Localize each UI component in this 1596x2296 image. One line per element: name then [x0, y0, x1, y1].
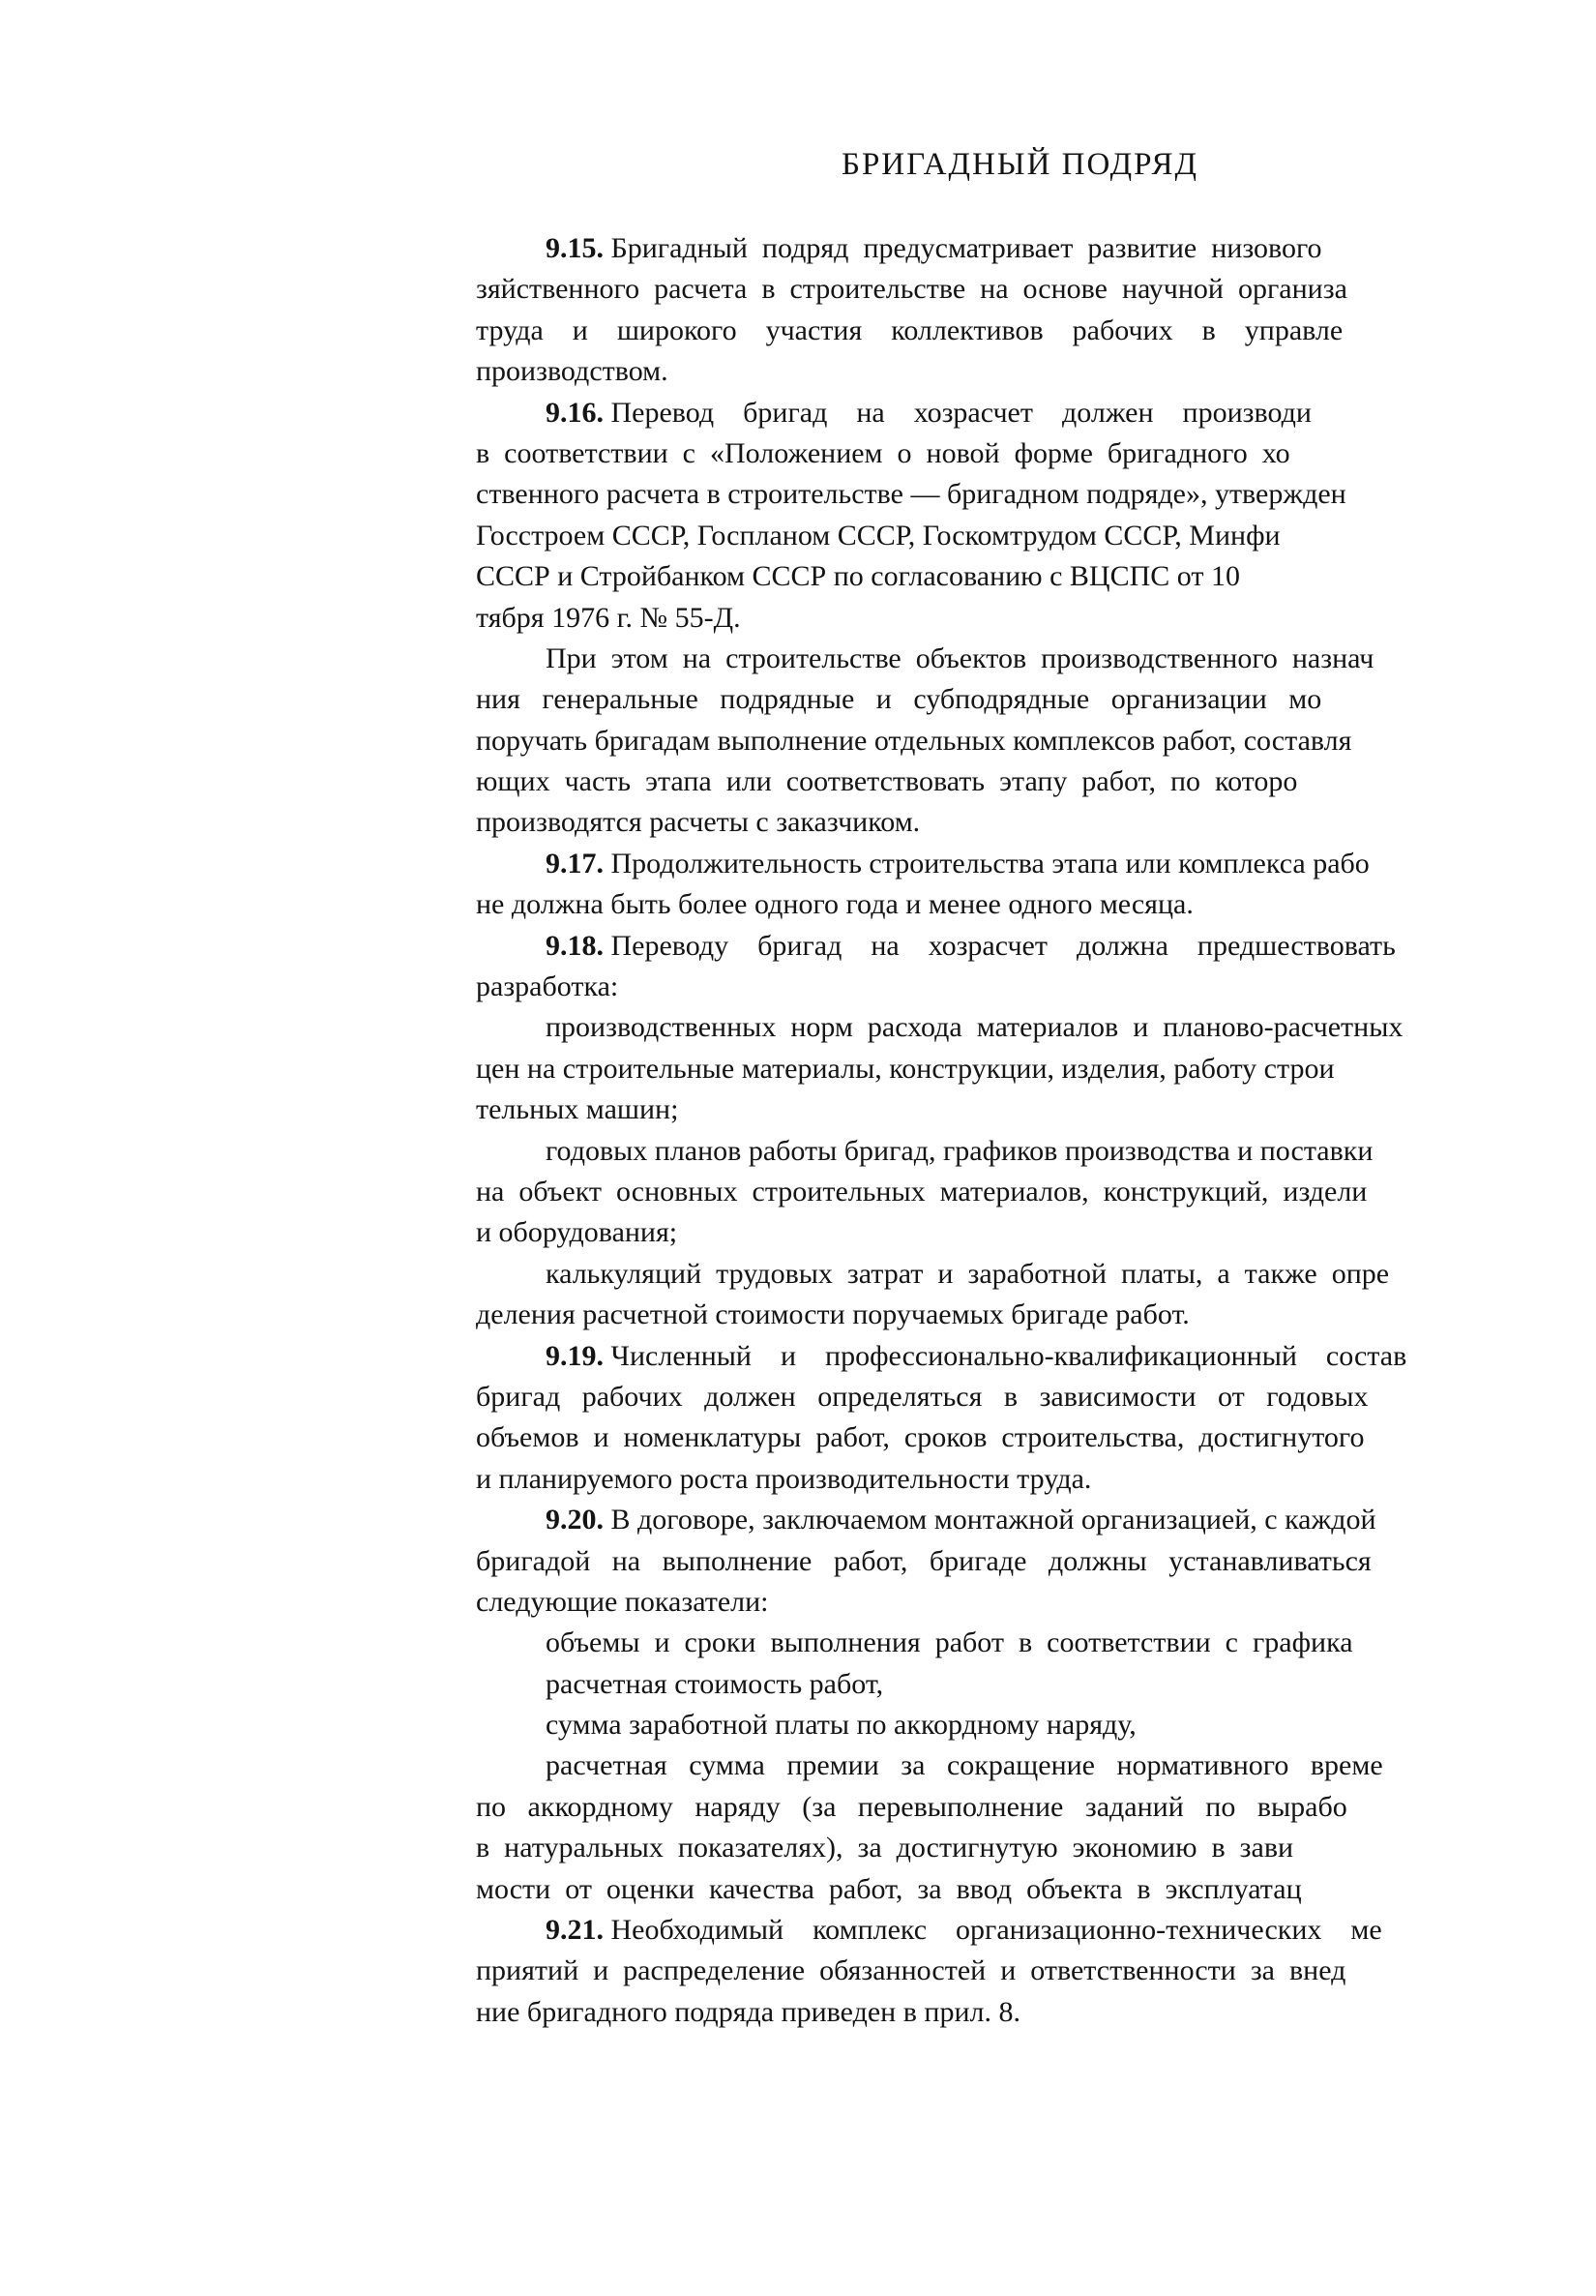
line-text: объемов и номенклатуры работ, сроков строительства, достигнутого — [476, 1421, 1365, 1454]
line-text: приятий и распределение обязанностей и ответственности за внед — [476, 1954, 1346, 1987]
text-line — [476, 1254, 1540, 1295]
text-line — [476, 967, 1540, 1007]
text-line — [476, 393, 1540, 433]
line-text: ственного расчета в строительстве — бригадном подряде», утвержден — [476, 478, 1346, 511]
line-text: не должна быть более одного года и менее одного месяца. — [476, 888, 1194, 921]
text-line — [476, 1910, 1540, 1951]
line-text: расчетная стоимость работ, — [546, 1667, 884, 1700]
text-line — [476, 1172, 1540, 1212]
text-line — [476, 516, 1540, 556]
text-line — [476, 311, 1540, 351]
line-text: на объект основных строительных материалов, конструкций, издели — [476, 1175, 1368, 1208]
line-text: ющих часть этапа или соответствовать этапу работ, по которо — [476, 765, 1298, 798]
line-text: деления расчетной стоимости поручаемых бригаде работ. — [476, 1298, 1190, 1331]
line-text: разработка: — [476, 970, 619, 1003]
text-line — [476, 1664, 1540, 1705]
line-text: объемы и сроки выполнения работ в соответствии с графика — [546, 1626, 1353, 1659]
line-text: калькуляций трудовых затрат и заработной платы, а также опре — [546, 1257, 1390, 1290]
clause-number: 9.15. — [546, 232, 604, 264]
clause-number: 9.21. — [546, 1914, 604, 1947]
text-line — [476, 884, 1540, 925]
line-text: в соответствии с «Положением о новой форме бригадного хо — [476, 436, 1290, 469]
line-text: Необходимый комплекс организационно-технических ме — [604, 1914, 1382, 1947]
text-line — [476, 1377, 1540, 1417]
text-line — [476, 598, 1540, 639]
text-line — [476, 351, 1540, 392]
line-text: бригадой на выполнение работ, бригаде должны устанавливаться — [476, 1544, 1372, 1577]
line-text: следующие показатели: — [476, 1585, 769, 1618]
text-line — [476, 1787, 1540, 1828]
text-line — [476, 1089, 1540, 1130]
text-line — [476, 926, 1540, 967]
line-text: цен на строительные материалы, конструкции, изделия, работу строи — [476, 1052, 1335, 1085]
line-text: Продолжительность строительства этапа или комплекса рабо — [604, 847, 1370, 880]
text-line — [476, 269, 1540, 310]
text-line — [476, 1623, 1540, 1663]
text-line — [476, 1336, 1540, 1377]
text-line — [476, 1745, 1540, 1786]
text-line — [476, 1828, 1540, 1868]
line-text: расчетная сумма премии за сокращение нормативного време — [546, 1749, 1383, 1782]
line-text: Госстроем СССР, Госпланом СССР, Госкомтрудом СССР, Минфи — [476, 519, 1281, 552]
text-line — [476, 1131, 1540, 1172]
text-line — [476, 474, 1540, 515]
clause-number: 9.19. — [546, 1339, 604, 1372]
text-line — [476, 1869, 1540, 1910]
text-line — [476, 1459, 1540, 1500]
text-line — [476, 1417, 1540, 1458]
line-text: по аккордному наряду (за перевыполнение заданий по вырабо — [476, 1790, 1347, 1823]
line-text: годовых планов работы бригад, графиков производства и поставки — [546, 1134, 1374, 1167]
line-text: СССР и Стройбанком СССР по согласованию с ВЦСПС от 10 — [476, 560, 1240, 593]
text-line — [476, 1500, 1540, 1540]
text-line — [476, 679, 1540, 720]
body-text — [476, 228, 1540, 2033]
text-line — [476, 1992, 1540, 2033]
line-text: и оборудования; — [476, 1216, 678, 1249]
text-line — [476, 228, 1540, 269]
text-line — [476, 1007, 1540, 1048]
line-text: мости от оценки качества работ, за ввод объекта в эксплуатац — [476, 1872, 1302, 1905]
text-line — [476, 1705, 1540, 1745]
line-text: В договоре, заключаемом монтажной организацией, с каждой — [604, 1504, 1376, 1536]
text-line — [476, 721, 1540, 761]
line-text: в натуральных показателях), за достигнутую экономию в зави — [476, 1832, 1294, 1864]
text-line — [476, 1541, 1540, 1582]
text-line — [476, 761, 1540, 802]
text-line — [476, 1049, 1540, 1089]
text-line — [476, 639, 1540, 679]
line-text: При этом на строительстве объектов производственного назнач — [546, 641, 1374, 674]
line-text: производятся расчеты с заказчиком. — [476, 806, 921, 839]
text-line — [476, 844, 1540, 884]
line-text: Бригадный подряд предусматривает развитие низового — [604, 232, 1322, 264]
clause-number: 9.17. — [546, 847, 604, 880]
clause-number: 9.20. — [546, 1504, 604, 1536]
line-text: Переводу бригад на хозрасчет должна предшествовать — [604, 929, 1396, 962]
line-text: Численный и профессионально-квалификационный состав — [604, 1339, 1407, 1372]
line-text: поручать бригадам выполнение отдельных комплексов работ, составля — [476, 724, 1352, 757]
line-text: сумма заработной платы по аккордному наряду, — [546, 1709, 1137, 1742]
line-text: труда и широкого участия коллективов рабочих в управле — [476, 313, 1344, 346]
text-line — [476, 1582, 1540, 1623]
line-text: производственных норм расхода материалов и планово-расчетных — [546, 1011, 1404, 1044]
section-title: БРИГАДНЫЙ ПОДРЯД — [842, 147, 1198, 182]
line-text: производством. — [476, 355, 668, 388]
line-text: зяйственного расчета в строительстве на основе научной организа — [476, 273, 1347, 306]
text-line — [476, 1951, 1540, 1991]
line-text: ние бригадного подряда приведен в прил. 8. — [476, 1995, 1020, 2028]
text-line — [476, 1295, 1540, 1335]
line-text: и планируемого роста производительности труда. — [476, 1462, 1092, 1495]
text-line — [476, 433, 1540, 474]
line-text: бригад рабочих должен определяться в зависимости от годовых — [476, 1380, 1369, 1413]
line-text: тября 1976 г. № 55-Д. — [476, 601, 741, 634]
clause-number: 9.16. — [546, 396, 604, 429]
text-line — [476, 802, 1540, 843]
line-text: тельных машин; — [476, 1093, 679, 1126]
text-line — [476, 556, 1540, 597]
line-text: Перевод бригад на хозрасчет должен производи — [604, 396, 1312, 429]
text-line — [476, 1212, 1540, 1253]
line-text: ния генеральные подрядные и субподрядные организации мо — [476, 683, 1322, 716]
clause-number: 9.18. — [546, 929, 604, 962]
